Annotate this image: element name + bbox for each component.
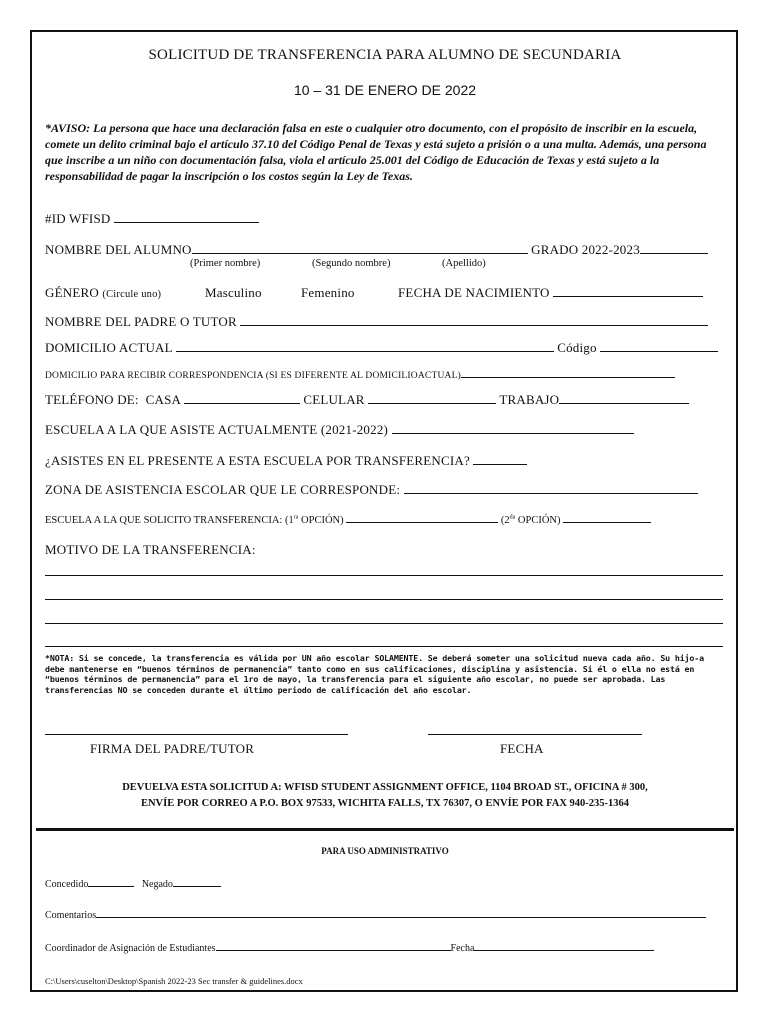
reason-line-3[interactable] — [45, 623, 723, 624]
reason-line-1[interactable] — [45, 575, 723, 576]
mailing-address-input-line[interactable] — [461, 368, 675, 378]
reason-line-2[interactable] — [45, 599, 723, 600]
work-phone-label: TRABAJO — [499, 392, 560, 407]
mailing-address-label: DOMICILIO PARA RECIBIR CORRESPONDENCIA (SI ES DIFERENTE AL DOMICILIOACTUAL) — [45, 371, 461, 381]
zip-label: Código — [557, 340, 597, 355]
denied-input-line[interactable] — [173, 877, 221, 887]
id-label: #ID WFISD — [45, 211, 111, 226]
denied-label: Negado — [141, 879, 173, 890]
requested-school-row: ESCUELA A LA QUE SOLICITO TRANSFERENCIA: ($1^{ra}$ OPCIÓN) ($2^{da}$ OPCIÓN) — [45, 513, 651, 526]
attending-transfer-label: ¿ASISTES EN EL PRESENTE A ESTA ESCUELA POR TRANSFERENCIA? — [45, 453, 470, 468]
reason-line-4[interactable] — [45, 646, 723, 647]
return-address-line-2: ENVÍE POR CORREO A P.O. BOX 97533, WICHITA FALLS, TX 76307, O ENVÍE POR FAX 940-235-1364 — [140, 798, 630, 809]
phone-label: TELÉFONO DE: — [45, 392, 139, 407]
return-address-line-1: DEVUELVA ESTA SOLICITUD A: WFISD STUDENT ASSIGNMENT OFFICE, 1104 BROAD ST., OFICINA # 300, — [122, 782, 648, 793]
gender-label: GÉNERO (Circule uno) — [45, 285, 162, 300]
cell-phone-label: CELULAR — [303, 392, 365, 407]
coordinator-date-input-line[interactable] — [474, 941, 654, 951]
coordinator-input-line[interactable] — [216, 941, 451, 951]
current-school-label: ESCUELA A LA QUE ASISTE ACTUALMENTE (2021-2022) — [45, 422, 389, 437]
address-label: DOMICILIO ACTUAL — [45, 340, 173, 355]
grade-label: GRADO 2022-2023 — [531, 242, 640, 257]
circle-one-hint: (Circule uno) — [102, 289, 162, 300]
current-school-input-line[interactable] — [392, 422, 634, 434]
parent-row — [45, 314, 708, 330]
cell-phone-input-line[interactable] — [368, 392, 496, 404]
file-path-footer: C:\Users\cuselton\Desktop\Spanish 2022-23 Sec transfer & guidelines.docx — [45, 976, 303, 986]
admin-section-divider — [36, 828, 734, 831]
form-dates: 10 – 31 DE ENERO DE 2022 — [293, 82, 477, 98]
attending-transfer-row — [45, 453, 527, 469]
comments-row — [45, 908, 706, 921]
signature-date-line[interactable] — [428, 734, 642, 735]
home-phone-input-line[interactable] — [184, 392, 300, 404]
zone-row — [45, 482, 698, 498]
middle-name-caption: (Segundo nombre) — [312, 258, 391, 269]
parent-input-line[interactable] — [240, 314, 708, 326]
last-name-caption: (Apellido) — [442, 258, 486, 269]
approved-input-line[interactable] — [88, 877, 134, 887]
requested-school-label: ESCUELA A LA QUE SOLICITO TRANSFERENCIA: (1 — [45, 515, 294, 526]
current-school-row — [45, 422, 634, 438]
option-masculino[interactable]: Masculino — [205, 285, 262, 300]
approved-label: Concedido — [45, 879, 89, 890]
comments-label: Comentarios — [45, 910, 97, 921]
birthdate-row — [398, 285, 703, 301]
phone-row — [45, 392, 689, 408]
student-name-label: NOMBRE DEL ALUMNO — [45, 242, 192, 257]
zip-input-line[interactable] — [600, 340, 718, 352]
coordinator-label: Coordinador de Asignación de Estudiantes — [45, 943, 216, 954]
id-field-row — [45, 211, 259, 227]
zone-label: ZONA DE ASISTENCIA ESCOLAR QUE LE CORRESPONDE: — [45, 482, 401, 497]
transfer-note: *NOTA: Si se concede, la transferencia es válida por UN año escolar SOLAMENTE. Se deberá someter una solicitud nueva cada año. Su hijo-a debe mantenerse en “buenos términos de permanencia” tanto como en sus calificaciones, disciplina y asistencia. Si él o ella no está en “buenos términos de permanencia” para el 1ro de mayo, la transferencia para el siguiente año escolar, no puede ser aprobada. Las transferencias NO se conceden durante el último periodo de calificación del año escolar. — [45, 653, 704, 695]
attending-transfer-input-line[interactable] — [473, 453, 527, 465]
admin-section-title: PARA USO ADMINISTRATIVO — [321, 846, 449, 856]
home-phone-label: CASA — [145, 392, 181, 407]
parent-signature-line[interactable] — [45, 734, 348, 735]
approval-row — [45, 877, 221, 890]
birthdate-input-line[interactable] — [553, 285, 703, 297]
student-name-input-line[interactable] — [192, 242, 528, 254]
grade-input-line[interactable] — [640, 242, 708, 254]
signature-date-label: FECHA — [500, 741, 544, 756]
parent-signature-label: FIRMA DEL PADRE/TUTOR — [90, 741, 255, 756]
comments-input-line[interactable] — [96, 908, 706, 918]
coordinator-row — [45, 941, 654, 954]
first-name-caption: (Primer nombre) — [190, 258, 261, 269]
address-row — [45, 340, 718, 356]
birthdate-label: FECHA DE NACIMIENTO — [398, 285, 550, 300]
coordinator-date-label: Fecha — [450, 943, 475, 954]
option-femenino[interactable]: Femenino — [301, 285, 355, 300]
parent-label: NOMBRE DEL PADRE O TUTOR — [45, 314, 237, 329]
reason-label: MOTIVO DE LA TRANSFERENCIA: — [45, 542, 256, 557]
legal-notice: *AVISO: La persona que hace una declaración falsa en este o cualquier otro documento, con el propósito de inscribir en la escuela, comete un delito criminal bajo el artículo 37.10 del Código Penal de Texas y está sujeto a prisión o a una multa. Además, una persona que inscribe a un niño con documentación falsa, viola el artículo 25.001 del Código de Educación de Texas y está sujeto a la responsabilidad de pagar la inscripción o los costos según la Ley de Texas. — [45, 121, 707, 183]
first-choice-input-line[interactable] — [346, 513, 498, 523]
student-name-row — [45, 242, 708, 258]
mailing-address-row — [45, 368, 675, 381]
id-input-line[interactable] — [114, 211, 259, 223]
work-phone-input-line[interactable] — [559, 392, 689, 404]
address-input-line[interactable] — [176, 340, 554, 352]
form-title: SOLICITUD DE TRANSFERENCIA PARA ALUMNO DE SECUNDARIA — [148, 47, 622, 63]
second-choice-input-line[interactable] — [563, 513, 651, 523]
zone-input-line[interactable] — [404, 482, 698, 494]
